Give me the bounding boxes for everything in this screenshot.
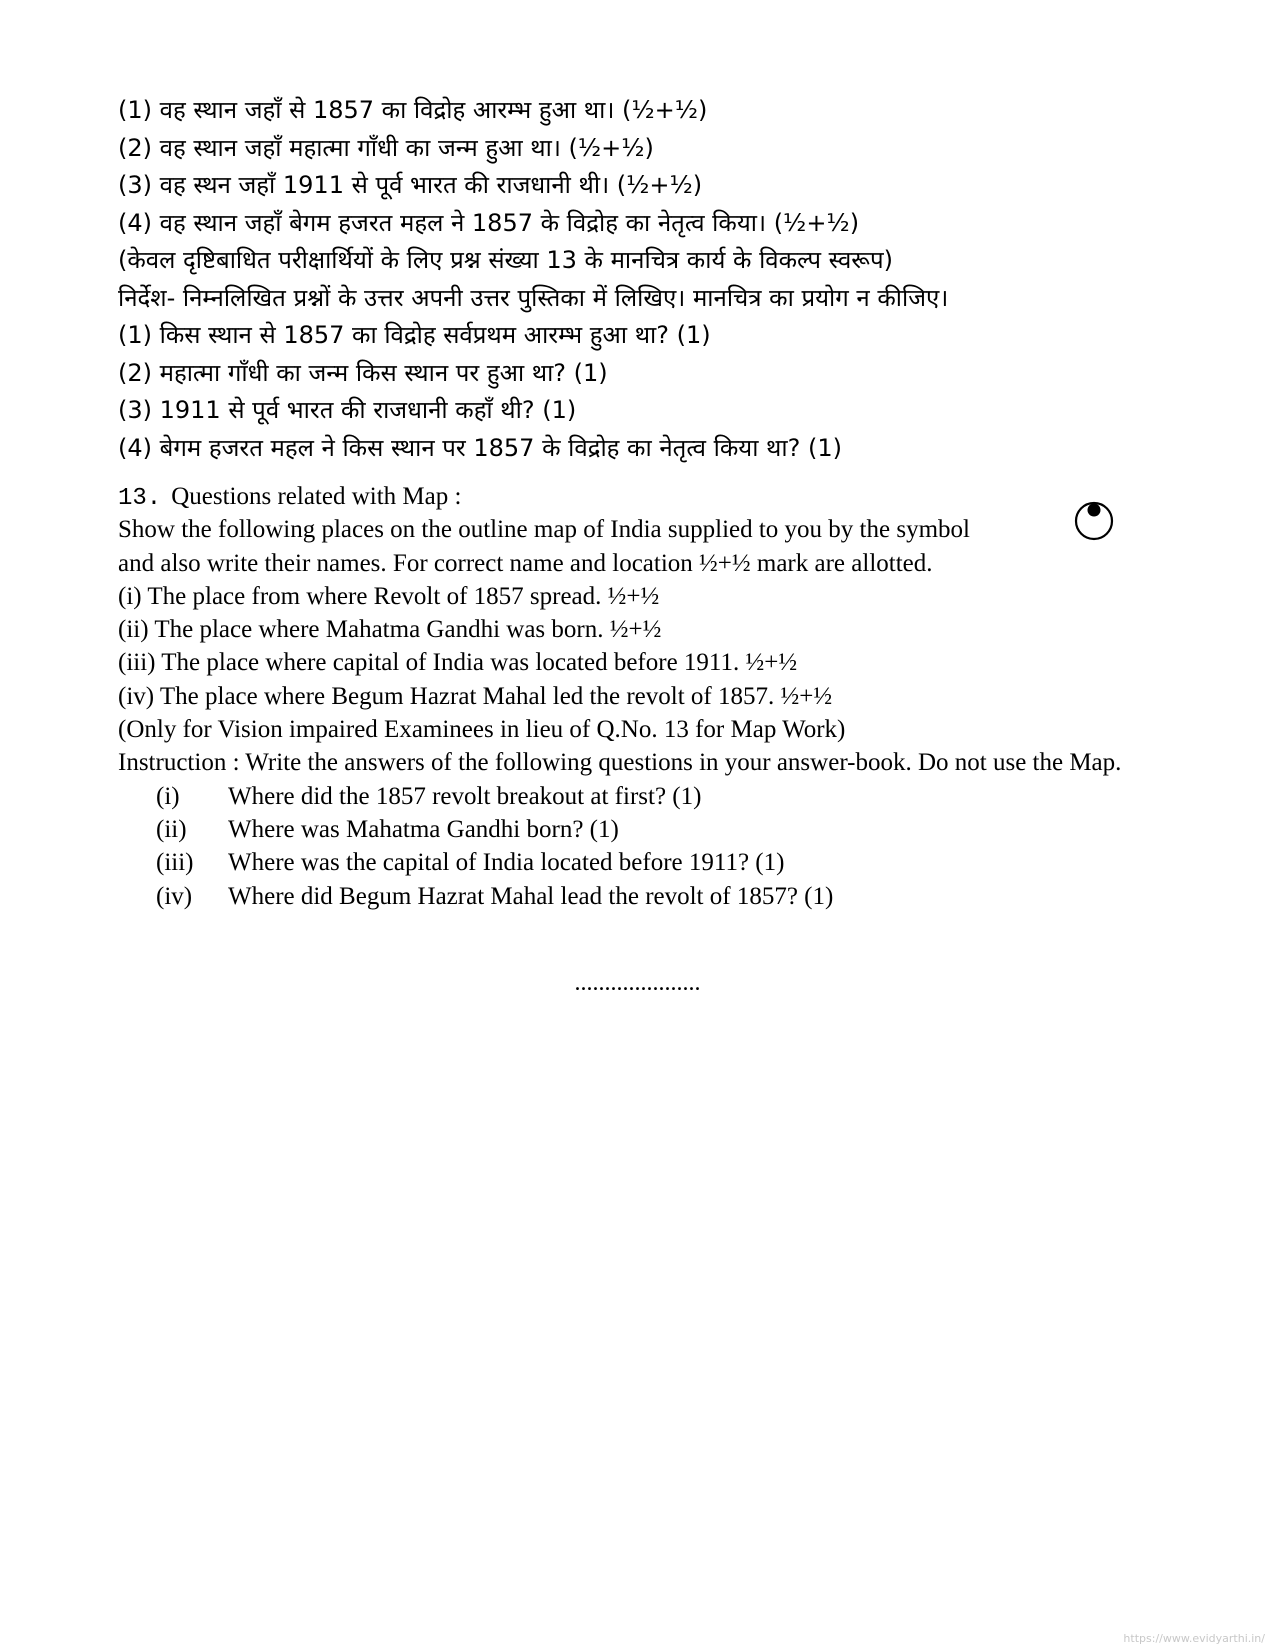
footer-url: https://www.evidyarthi.in/ bbox=[1123, 1632, 1265, 1645]
hindi-item-1: (1) वह स्थान जहाँ से 1857 का विद्रोह आरम्भ हुआ था। (½+½) bbox=[118, 96, 708, 124]
hindi-question-2: (2) महात्मा गाँधी का जन्म किस स्थान पर हुआ था? (1) bbox=[118, 358, 608, 387]
list-item-text: Where did the 1857 revolt breakout at first? (1) bbox=[228, 782, 702, 810]
hindi-section bbox=[118, 92, 1218, 467]
list-item bbox=[118, 813, 1228, 846]
hindi-vi-note: (केवल दृष्टिबाधित परीक्षार्थियों के लिए प्रश्न संख्या 13 के मानचित्र कार्य के विकल्प स्वरूप) bbox=[118, 246, 893, 274]
list-item bbox=[118, 780, 1228, 813]
hindi-item-2: (2) वह स्थान जहाँ महात्मा गाँधी का जन्म हुआ था। (½+½) bbox=[118, 133, 654, 162]
list-item-number: (iii) bbox=[156, 849, 194, 877]
map-item-1: (i) The place from where Revolt of 1857 spread. ½+½ bbox=[118, 582, 660, 610]
list-item bbox=[118, 846, 1228, 879]
map-item-4: (iv) The place where Begum Hazrat Mahal led the revolt of 1857. ½+½ bbox=[118, 682, 833, 710]
question-title: Questions related with Map : bbox=[171, 483, 462, 510]
map-item-2: (ii) The place where Mahatma Gandhi was born. ½+½ bbox=[118, 616, 662, 644]
hindi-question-3: (3) 1911 से पूर्व भारत की राजधानी कहाँ थी? (1) bbox=[118, 396, 577, 424]
list-item-text: Where was the capital of India located before 1911? (1) bbox=[228, 849, 785, 877]
list-item-number: (iv) bbox=[156, 882, 193, 910]
vi-question-list bbox=[118, 780, 1228, 913]
hindi-question-4: (4) बेगम हजरत महल ने किस स्थान पर 1857 के विद्रोह का नेतृत्व किया था? (1) bbox=[118, 433, 842, 462]
list-item bbox=[118, 880, 1228, 913]
list-item-number: (ii) bbox=[156, 815, 187, 843]
list-item-number: (i) bbox=[156, 782, 180, 810]
question-number: 13. bbox=[118, 485, 162, 512]
hindi-question-1: (1) किस स्थान से 1857 का विद्रोह सर्वप्रथम आरम्भ हुआ था? (1) bbox=[118, 321, 711, 349]
intro-line-2: and also write their names. For correct name and location ½+½ mark are allotted. bbox=[118, 549, 933, 577]
map-symbol-icon bbox=[1072, 497, 1116, 541]
list-item-text: Where did Begum Hazrat Mahal lead the revolt of 1857? (1) bbox=[228, 882, 834, 910]
vi-note: (Only for Vision impaired Examinees in lieu of Q.No. 13 for Map Work) bbox=[118, 716, 846, 744]
question-heading bbox=[118, 480, 1228, 513]
english-section bbox=[118, 480, 1228, 913]
end-marker: ..................... bbox=[574, 970, 701, 996]
instruction: Instruction : Write the answers of the following questions in your answer-book. Do not use the Map. bbox=[118, 749, 1122, 777]
hindi-item-4: (4) वह स्थान जहाँ बेगम हजरत महल ने 1857 के विद्रोह का नेतृत्व किया। (½+½) bbox=[118, 208, 860, 237]
hindi-item-3: (3) वह स्थन जहाँ 1911 से पूर्व भारत की राजधानी थी। (½+½) bbox=[118, 171, 703, 199]
intro-line-1: Show the following places on the outline map of India supplied to you by the symbol bbox=[118, 516, 970, 544]
map-item-3: (iii) The place where capital of India was located before 1911. ½+½ bbox=[118, 649, 798, 677]
hindi-instruction: निर्देश- निम्नलिखित प्रश्नों के उत्तर अपनी उत्तर पुस्तिका में लिखिए। मानचित्र का प्रयोग न कीजिए। bbox=[118, 283, 949, 312]
list-item-text: Where was Mahatma Gandhi born? (1) bbox=[228, 815, 619, 843]
